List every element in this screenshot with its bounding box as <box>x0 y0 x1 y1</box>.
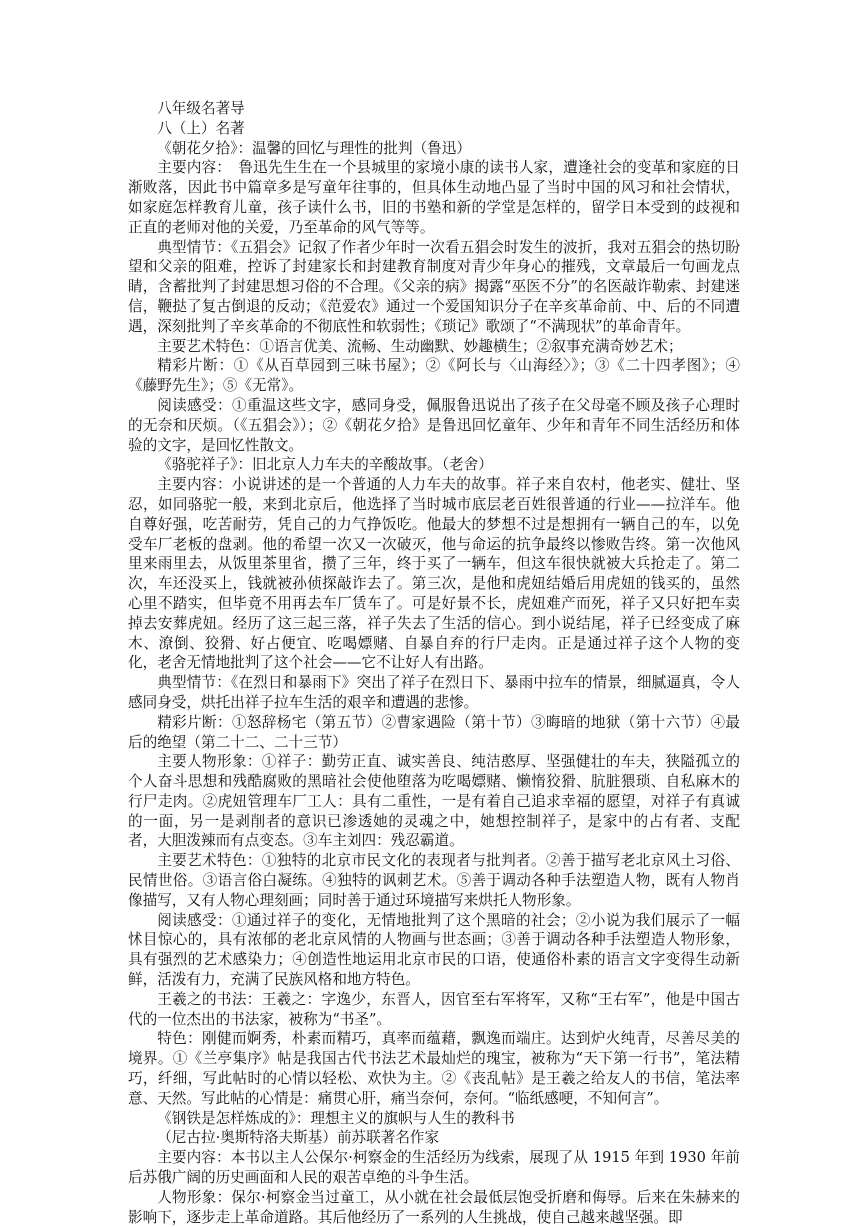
paragraph: 主要人物形象：①祥子：勤劳正直、诚实善良、纯洁憨厚、坚强健壮的车夫，狭隘孤立的个人奋斗思想和残酷腐败的黑暗社会使他堕落为吃喝嫖赌、懒惰狡猾、肮脏猥琐、自私麻木的行尸走肉。②虎妞管理车厂工人：具有二重性，一是有着自己追求幸福的愿望，对祥子有真诚的一面，另一是剥削者的意识已渗透她的灵魂之中，她想控制祥子，是家中的占有者、支配者，大胆泼辣而有点变态。③车主刘四：残忍霸道。 <box>128 753 740 850</box>
paragraph: 主要内容：小说讲述的是一个普通的人力车夫的故事。祥子来自农村，他老实、健壮、坚忍，如同骆驼一般，来到北京后，他选择了当时城市底层老百姓很普通的行业——拉洋车。他自尊好强，吃苦耐劳，凭自己的力气挣饭吃。他最大的梦想不过是想拥有一辆自己的车，以免受车厂老板的盘剥。他的希望一次又一次破灭，他与命运的抗争最终以惨败告终。第一次他风里来雨里去，从饭里茶里省，攒了三年，终于买了一辆车，但这车很快就被大兵抢走了。第二次，车还没买上，钱就被孙侦探敲诈去了。第三次，是他和虎妞结婚后用虎妞的钱买的，虽然心里不踏实，但毕竟不用再去车厂赁车了。可是好景不长，虎妞难产而死，祥子又只好把车卖掉去安葬虎妞。经历了这三起三落，祥子失去了生活的信心。到小说结尾，祥子已经变成了麻木、潦倒、狡猾、好占便宜、吃喝嫖赌、自暴自弃的行尸走肉。正是通过祥子这个人物的变化，老舍无情地批判了这个社会——它不让好人有出路。 <box>128 476 740 672</box>
book-title: 《骆驼祥子》：旧北京人力车夫的辛酸故事。（老舍） <box>157 456 493 474</box>
paragraph: 阅读感受：①重温这些文字，感同身受，佩服鲁迅说出了孩子在父母毫不顾及孩子心理时的无奈和厌烦。（《五猖会》）；②《朝花夕拾》是鲁迅回忆童年、少年和青年不同生活经历和体验的文字，是回忆性散文。 <box>128 396 740 454</box>
paragraph: 主要艺术特色：①独特的北京市民文化的表现者与批判者。②善于描写老北京风土习俗、民情世俗。③语言俗白凝练。④独特的讽刺艺术。⑤善于调动各种手法塑造人物，既有人物肖像描写，又有人物心理刻画；同时善于通过环境描写来烘托人物形象。 <box>128 852 740 909</box>
paragraph: 王羲之的书法：王羲之：字逸少，东晋人，因官至右军将军，又称“王右军”，他是中国古代的一位杰出的书法家，被称为“书圣”。 <box>128 990 740 1028</box>
paragraph: 典型情节：《在烈日和暴雨下》突出了祥子在烈日下、暴雨中拉车的情景，细腻逼真，令人感同身受，烘托出祥子拉车生活的艰辛和遭遇的悲惨。 <box>128 674 740 711</box>
doc-heading: 八年级名著导 <box>157 100 245 117</box>
document-body <box>128 99 740 1227</box>
paragraph: 人物形象：保尔·柯察金当过童工，从小就在社会最低层饱受折磨和侮辱。后来在朱赫来的影响下，逐步走上革命道路。其后他经历了一系列的人生挑战，使自己越来越坚强。即 <box>128 1188 740 1226</box>
paragraph: 精彩片断：①怒辞杨宅（第五节）②曹家遇险（第十节）③晦暗的地狱（第十六节）④最后的绝望（第二十二、二十三节） <box>128 713 740 751</box>
book-title: 《朝花夕拾》：温馨的回忆与理性的批判（鲁迅） <box>157 139 471 157</box>
paragraph: 主要内容：本书以主人公保尔·柯察金的生活经历为线索，展现了从 1915 年到 1930 年前后苏俄广阔的历史画面和人民的艰苦卓绝的斗争生活。 <box>128 1149 740 1187</box>
author-line: （尼古拉·奥斯特洛夫斯基）前苏联著名作家 <box>157 1129 440 1147</box>
paragraph: 阅读感受：①通过祥子的变化，无情地批判了这个黑暗的社会；②小说为我们展示了一幅怵目惊心的，具有浓郁的老北京风情的人物画与世态画；③善于调动各种手法塑造人物形象，具有强烈的艺术感染力；④创造性地运用北京市民的口语，使通俗朴素的语言文字变得生动新鲜，活泼有力，充满了民族风格和地方特色。 <box>128 911 740 989</box>
paragraph: 主要内容： 鲁迅先生生在一个县城里的家境小康的读书人家，遭逢社会的变革和家庭的日渐败落，因此书中篇章多是写童年往事的，但具体生动地凸显了当时中国的风习和社会情状，如家庭怎样教育儿童，孩子读什么书，旧的书塾和新的学堂是怎样的，留学日本受到的歧视和正直的老师对他的关爱，乃至革命的风气等等。 <box>128 159 740 236</box>
book-title: 《钢铁是怎样炼成的》：理想主义的旗帜与人生的教科书 <box>157 1109 515 1127</box>
doc-subheading: 八（上）名著 <box>157 119 245 137</box>
paragraph: 典型情节：《五猖会》记叙了作者少年时一次看五猖会时发生的波折，我对五猖会的热切盼望和父亲的阻难，控诉了封建家长和封建教育制度对青少年身心的摧残，文章最后一句画龙点睛，含蓄批判了封建思想习俗的不合理。《父亲的病》揭露“巫医不分”的名医敲诈勒索、封建迷信，鞭挞了复古倒退的反动；《范爱农》通过一个爱国知识分子在辛亥革命前、中、后的不同遭遇，深刻批判了辛亥革命的不彻底性和软弱性；《琐记》歌颂了“不满现状”的革命青年。 <box>128 238 740 335</box>
paragraph: 精彩片断：①《从百草园到三味书屋》；②《阿长与〈山海经〉》；③《二十四孝图》；④《藤野先生》；⑤《无常》。 <box>128 357 740 395</box>
paragraph: 特色：刚健而婀秀，朴素而精巧，真率而蕴藉，飘逸而端庄。达到炉火纯青，尽善尽美的境界。①《兰亭集序》帖是我国古代书法艺术最灿烂的瑰宝，被称为“天下第一行书”，笔法精巧，纤细，写此帖时的心情以轻松、欢快为主。②《丧乱帖》是王羲之给友人的书信，笔法率意、天然。写此帖的心情是：痛贯心肝，痛当奈何，奈何。“临纸感哽，不知何言”。 <box>128 1030 740 1107</box>
paragraph: 主要艺术特色：①语言优美、流畅、生动幽默、妙趣横生；②叙事充满奇妙艺术； <box>157 337 683 355</box>
